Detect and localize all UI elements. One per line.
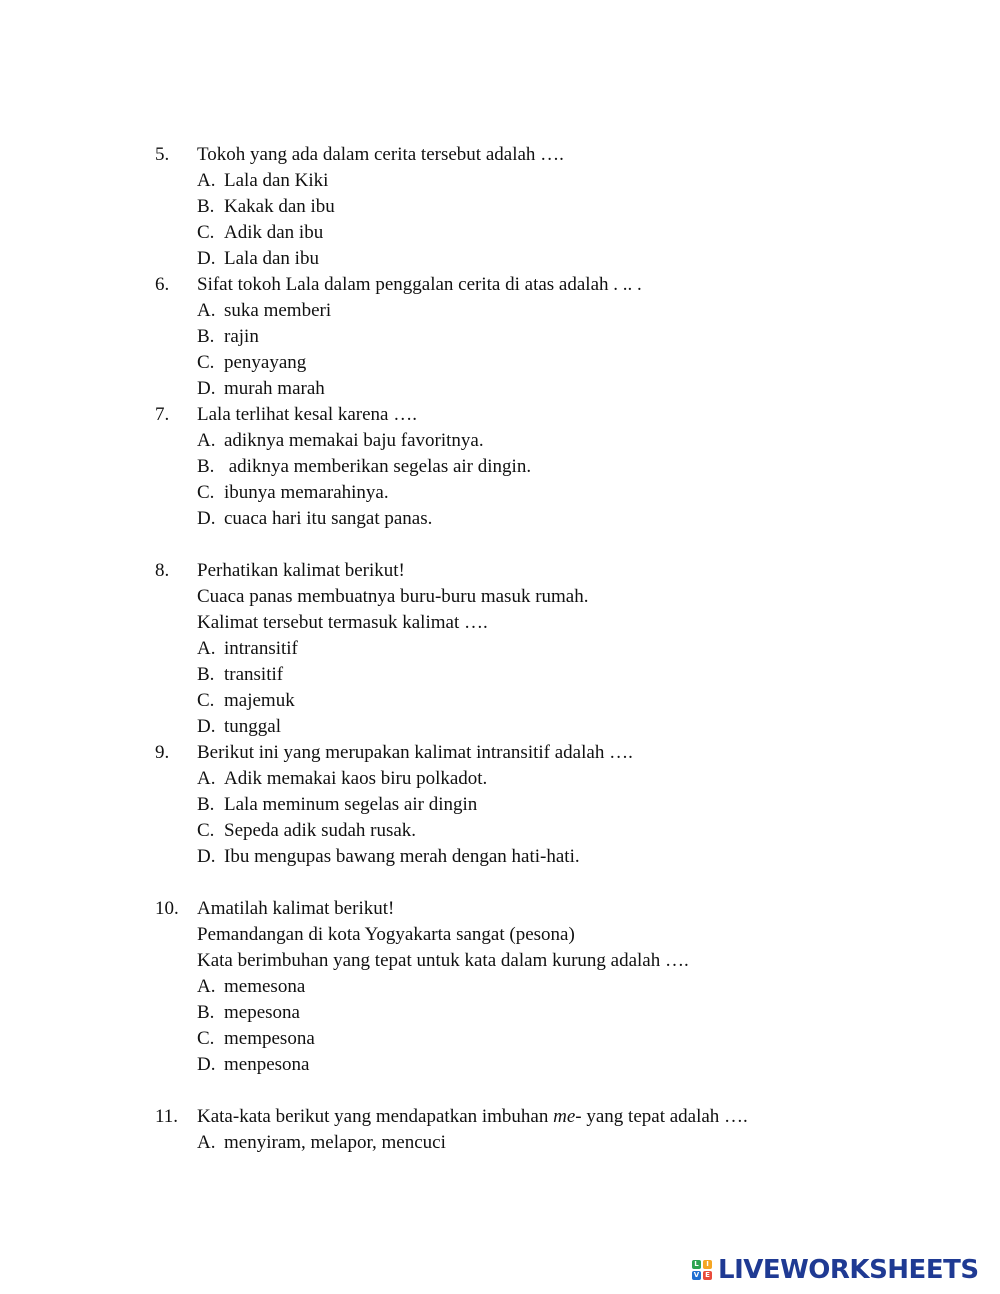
question-line: [155, 922, 935, 948]
option-letter: C.: [197, 1028, 215, 1049]
answer-option[interactable]: [155, 1026, 935, 1052]
answer-option[interactable]: [155, 220, 935, 246]
answer-option[interactable]: [155, 376, 935, 402]
option-text: Lala dan Kiki: [224, 170, 329, 191]
option-letter: D.: [197, 378, 216, 399]
option-letter: B.: [197, 326, 215, 347]
answer-option[interactable]: [155, 168, 935, 194]
question-stem: [197, 1104, 748, 1130]
option-text: Lala meminum segelas air dingin: [224, 794, 478, 815]
question-item: [155, 272, 935, 402]
question-spacer: [155, 1078, 935, 1104]
question-item: [155, 558, 935, 740]
question-number: 7.: [155, 404, 170, 425]
liveworksheets-logo-icon: [692, 1260, 712, 1280]
stem-text: Kata-kata berikut yang mendapatkan imbuhan: [197, 1106, 554, 1127]
option-letter: C.: [197, 352, 215, 373]
option-text: tunggal: [224, 716, 281, 737]
option-letter: B.: [197, 664, 215, 685]
answer-option[interactable]: [155, 454, 935, 480]
answer-option[interactable]: [155, 792, 935, 818]
question-stem: Amatilah kalimat berikut!: [197, 898, 395, 919]
option-text: transitif: [224, 664, 284, 685]
option-text: ibunya memarahinya.: [224, 482, 389, 503]
option-letter: D.: [197, 248, 216, 269]
option-letter: D.: [197, 508, 216, 529]
option-text: suka memberi: [224, 300, 332, 321]
logo-tile: I: [703, 1260, 712, 1269]
option-letter: D.: [197, 1054, 216, 1075]
question-stem: Kata berimbuhan yang tepat untuk kata dalam kurung adalah ….: [197, 950, 689, 971]
question-stem: Sifat tokoh Lala dalam penggalan cerita di atas adalah . .. .: [197, 274, 642, 295]
answer-option[interactable]: [155, 818, 935, 844]
option-letter: D.: [197, 846, 216, 867]
question-stem: Tokoh yang ada dalam cerita tersebut adalah ….: [197, 144, 564, 165]
question-line: [155, 740, 935, 766]
question-line: [155, 896, 935, 922]
question-line: [155, 610, 935, 636]
option-letter: A.: [197, 638, 216, 659]
question-item: [155, 896, 935, 1104]
question-number: 11.: [155, 1106, 179, 1127]
question-stem: Cuaca panas membuatnya buru-buru masuk rumah.: [197, 586, 589, 607]
option-text: mempesona: [224, 1028, 315, 1049]
answer-option[interactable]: [155, 506, 935, 532]
answer-option[interactable]: [155, 246, 935, 272]
stem-text: yang tepat adalah ….: [581, 1106, 748, 1127]
option-text: menpesona: [224, 1054, 310, 1075]
option-letter: A.: [197, 430, 216, 451]
question-line: [155, 402, 935, 428]
option-text: memesona: [224, 976, 306, 997]
question-item: [155, 740, 935, 896]
option-text: rajin: [224, 326, 259, 347]
answer-option[interactable]: [155, 1130, 935, 1156]
answer-option[interactable]: [155, 688, 935, 714]
option-letter: B.: [197, 456, 215, 477]
option-letter: B.: [197, 794, 215, 815]
logo-tile: V: [693, 1271, 700, 1279]
option-text: majemuk: [224, 690, 295, 711]
question-line: [155, 584, 935, 610]
option-text: menyiram, melapor, mencuci: [224, 1132, 446, 1153]
question-line: [155, 948, 935, 974]
question-stem: Kalimat tersebut termasuk kalimat ….: [197, 612, 488, 633]
option-text: cuaca hari itu sangat panas.: [224, 508, 433, 529]
option-letter: A.: [197, 170, 216, 191]
option-letter: A.: [197, 976, 216, 997]
option-text: mepesona: [224, 1002, 300, 1023]
option-letter: C.: [197, 690, 215, 711]
option-text: adiknya memakai baju favoritnya.: [224, 430, 484, 451]
answer-option[interactable]: [155, 480, 935, 506]
answer-option[interactable]: [155, 766, 935, 792]
answer-option[interactable]: [155, 1052, 935, 1078]
question-list: [155, 142, 935, 1156]
option-letter: C.: [197, 482, 215, 503]
option-letter: A.: [197, 768, 216, 789]
question-stem: Berikut ini yang merupakan kalimat intransitif adalah ….: [197, 742, 633, 763]
question-number: 6.: [155, 274, 170, 295]
question-line: [155, 558, 935, 584]
answer-option[interactable]: [155, 636, 935, 662]
logo-tile: L: [692, 1260, 701, 1269]
option-letter: C.: [197, 222, 215, 243]
question-line: [155, 142, 935, 168]
option-text: penyayang: [224, 352, 307, 373]
question-spacer: [155, 870, 935, 896]
answer-option[interactable]: [155, 324, 935, 350]
option-text: Kakak dan ibu: [224, 196, 335, 217]
option-text: Lala dan ibu: [224, 248, 319, 269]
option-text: intransitif: [224, 638, 298, 659]
answer-option[interactable]: [155, 428, 935, 454]
option-letter: A.: [197, 300, 216, 321]
question-stem: Lala terlihat kesal karena ….: [197, 404, 417, 425]
question-number: 8.: [155, 560, 170, 581]
answer-option[interactable]: [155, 662, 935, 688]
question-spacer: [155, 532, 935, 558]
answer-option[interactable]: [155, 350, 935, 376]
answer-option[interactable]: [155, 844, 935, 870]
question-number: 5.: [155, 144, 170, 165]
answer-option[interactable]: [155, 194, 935, 220]
logo-wordmark: LIVEWORKSHEETS: [718, 1255, 979, 1285]
option-text: murah marah: [224, 378, 325, 399]
option-text: Adik memakai kaos biru polkadot.: [224, 768, 488, 789]
answer-option[interactable]: [155, 714, 935, 740]
option-letter: A.: [197, 1132, 216, 1153]
option-text: adiknya memberikan segelas air dingin.: [224, 456, 532, 477]
question-item: [155, 402, 935, 558]
question-line: [155, 1104, 935, 1130]
liveworksheets-logo[interactable]: [692, 1254, 979, 1286]
emphasis-text: me-: [553, 1106, 582, 1127]
answer-option[interactable]: [155, 974, 935, 1000]
answer-option[interactable]: [155, 298, 935, 324]
option-letter: D.: [197, 716, 216, 737]
option-letter: B.: [197, 196, 215, 217]
option-text: Sepeda adik sudah rusak.: [224, 820, 417, 841]
option-text: Ibu mengupas bawang merah dengan hati-hati.: [224, 846, 580, 867]
logo-tile: E: [703, 1271, 712, 1280]
question-number: 9.: [155, 742, 170, 763]
question-stem: Pemandangan di kota Yogyakarta sangat (pesona): [197, 924, 575, 945]
answer-option[interactable]: [155, 1000, 935, 1026]
question-item: [155, 142, 935, 272]
option-text: Adik dan ibu: [224, 222, 324, 243]
question-number: 10.: [155, 898, 179, 919]
question-item: [155, 1104, 935, 1156]
option-letter: C.: [197, 820, 215, 841]
question-stem: Perhatikan kalimat berikut!: [197, 560, 405, 581]
option-letter: B.: [197, 1002, 215, 1023]
question-line: [155, 272, 935, 298]
